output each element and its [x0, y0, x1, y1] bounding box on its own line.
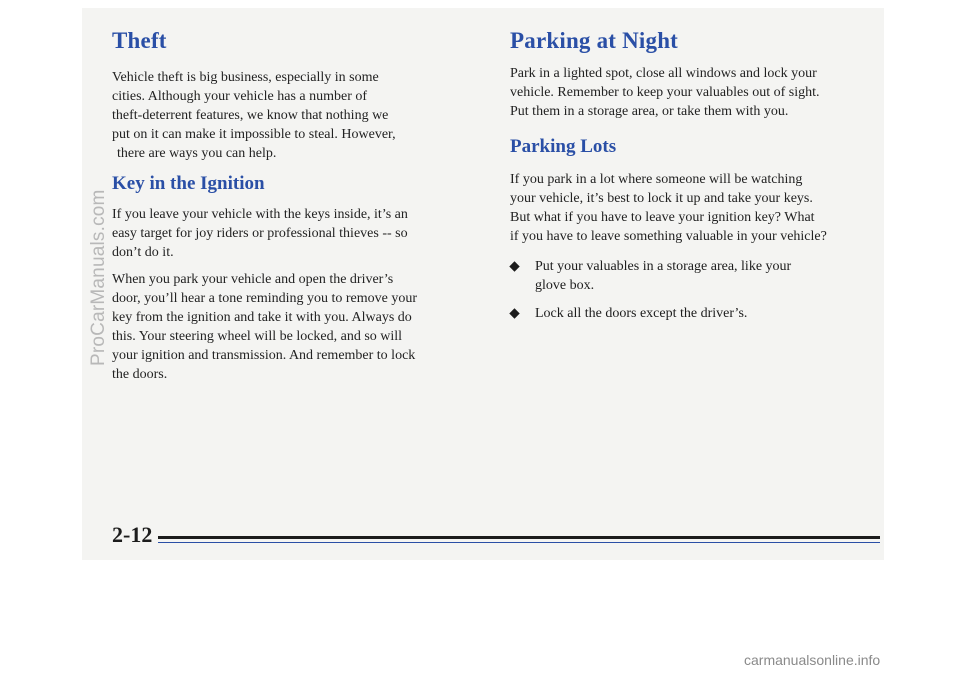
bottom-watermark: carmanualsonline.info [744, 652, 881, 668]
bullet-line: Lock all the doors except the driver’s. [535, 306, 748, 321]
key-ignition-para-2 [112, 270, 472, 384]
footer-rule-accent [158, 542, 880, 543]
key-para2-line: When you park your vehicle and open the driver’s [112, 272, 394, 287]
side-watermark: ProCarManuals.com [88, 189, 109, 366]
parking-lots-line: If you park in a lot where someone will be watching [510, 172, 803, 187]
theft-intro-line: put on it can make it impossible to steal. However, [112, 127, 396, 142]
theft-intro-line: theft-deterrent features, we know that nothing we [112, 108, 389, 123]
key-para2-line: key from the ignition and take it with you. Always do [112, 310, 412, 325]
parking-lots-text [510, 170, 870, 246]
parking-lots-line: if you have to leave something valuable in your vehicle? [510, 229, 827, 244]
theft-title: Theft [112, 28, 167, 53]
parking-lots-line: But what if you have to leave your ignition key? What [510, 210, 815, 225]
key-para1-line: easy target for joy riders or professional thieves -- so [112, 226, 408, 241]
key-para2-line: your ignition and transmission. And remember to lock [112, 348, 416, 363]
bullet-item [510, 304, 870, 323]
parking-lots-bullets [510, 257, 870, 323]
key-ignition-para-1 [112, 205, 472, 262]
parking-night-text [510, 64, 870, 121]
parking-night-line: Put them in a storage area, or take them with you. [510, 104, 789, 119]
right-column [510, 26, 870, 332]
diamond-bullet-icon [509, 308, 519, 318]
key-para2-line: this. Your steering wheel will be locked, and so will [112, 329, 403, 344]
theft-intro-line: there are ways you can help. [117, 146, 277, 161]
key-ignition-heading: Key in the Ignition [112, 173, 265, 194]
key-para1-line: If you leave your vehicle with the keys inside, it’s an [112, 207, 408, 222]
theft-intro-line: Vehicle theft is big business, especially in some [112, 70, 379, 85]
parking-night-title: Parking at Night [510, 28, 679, 53]
bullet-line: glove box. [535, 278, 595, 293]
key-para2-line: door, you’ll hear a tone reminding you to remove your [112, 291, 418, 306]
theft-intro-line: cities. Although your vehicle has a number of [112, 89, 368, 104]
key-para1-line: don’t do it. [112, 245, 174, 260]
parking-night-line: vehicle. Remember to keep your valuables out of sight. [510, 85, 820, 100]
bullet-item [510, 257, 870, 295]
theft-intro [112, 68, 472, 163]
bullet-line: Put your valuables in a storage area, like your [535, 259, 792, 274]
parking-lots-heading: Parking Lots [510, 136, 617, 157]
key-para2-line: the doors. [112, 367, 168, 382]
footer-rule [158, 536, 880, 539]
parking-night-line: Park in a lighted spot, close all windows and lock your [510, 66, 817, 81]
parking-lots-line: your vehicle, it’s best to lock it up and take your keys. [510, 191, 813, 206]
page-number: 2-12 [112, 522, 153, 547]
left-column [112, 26, 472, 384]
diamond-bullet-icon [509, 261, 519, 271]
